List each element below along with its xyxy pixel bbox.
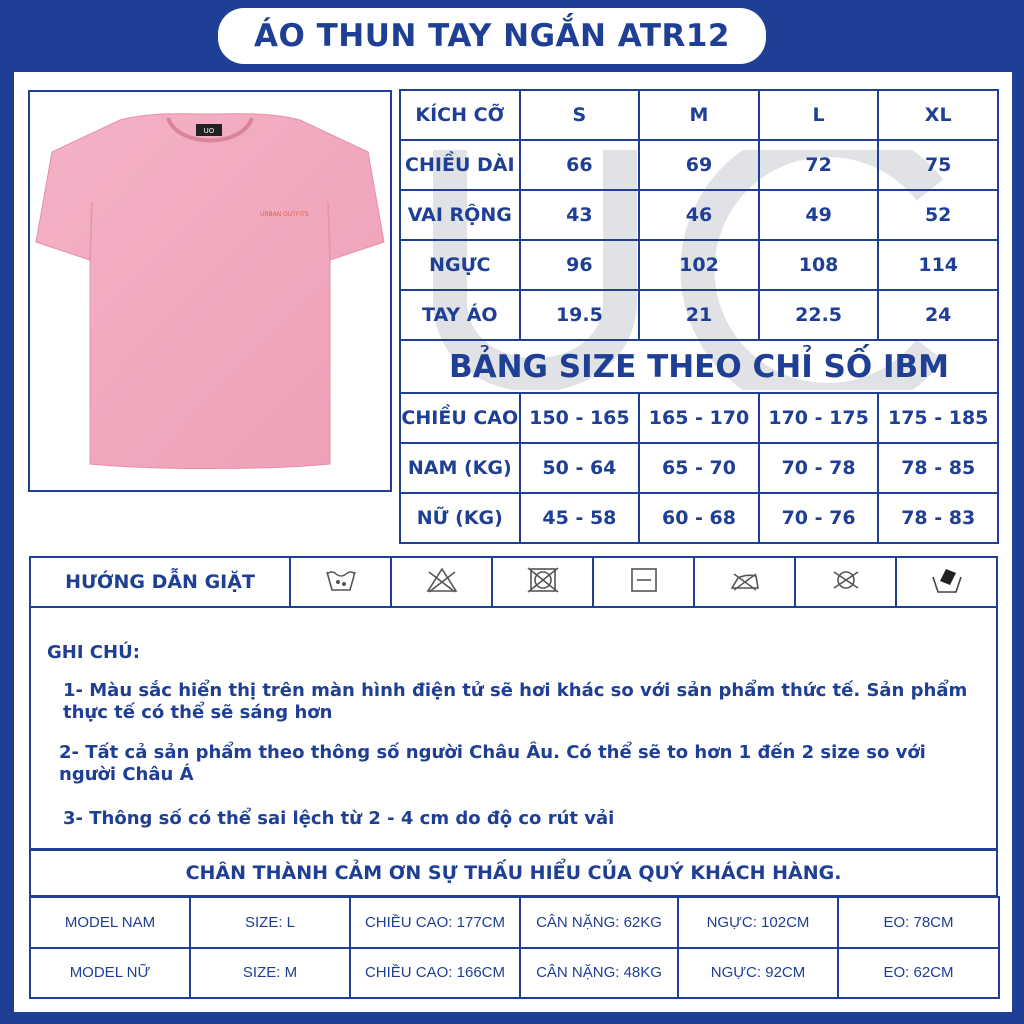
table-row — [400, 443, 998, 493]
no-tumble-dry-icon — [492, 557, 593, 607]
row-label: VAI RỘNG — [400, 190, 520, 240]
note-item: 1- Màu sắc hiển thị trên màn hình điện tử sẽ hơi khác so với sản phẩm thức tế. Sản phẩm thực tế có thể sẽ sáng hơn — [63, 680, 968, 723]
table-cell: 150 - 165 — [520, 393, 640, 443]
table-cell: 60 - 68 — [639, 493, 759, 543]
table-cell: 21 — [639, 290, 759, 340]
table-cell: 170 - 175 — [759, 393, 879, 443]
product-image — [28, 90, 392, 492]
model-size: SIZE: L — [190, 897, 350, 948]
table-cell: 69 — [639, 140, 759, 190]
table-row — [30, 948, 999, 999]
model-height: CHIỀU CAO: 166CM — [350, 948, 520, 999]
notes-section — [29, 606, 998, 850]
ibm-title-row — [400, 340, 998, 393]
neck-label: UO — [203, 127, 215, 135]
title-banner — [218, 8, 766, 64]
size-l: L — [759, 90, 879, 140]
no-bleach-icon — [391, 557, 492, 607]
row-label: CHIỀU CAO — [400, 393, 520, 443]
size-table — [399, 89, 999, 544]
note-item: 3- Thông số có thể sai lệch từ 2 - 4 cm do độ co rút vải — [63, 808, 615, 829]
notes-title: GHI CHÚ: — [47, 642, 140, 663]
size-header-label: KÍCH CỠ — [400, 90, 520, 140]
row-label: NỮ (KG) — [400, 493, 520, 543]
table-cell: 72 — [759, 140, 879, 190]
wash-30-icon — [290, 557, 391, 607]
wash-guide — [29, 556, 998, 608]
table-cell: 24 — [878, 290, 998, 340]
hand-wash-icon — [896, 557, 997, 607]
chest-print: URBAN OUTFITS — [260, 211, 309, 218]
model-chest: NGỰC: 92CM — [678, 948, 838, 999]
model-chest: NGỰC: 102CM — [678, 897, 838, 948]
table-cell: 78 - 85 — [878, 443, 998, 493]
model-size: SIZE: M — [190, 948, 350, 999]
table-cell: 65 - 70 — [639, 443, 759, 493]
model-label: MODEL NAM — [30, 897, 190, 948]
no-dry-clean-icon — [795, 557, 896, 607]
table-cell: 43 — [520, 190, 640, 240]
table-row — [400, 290, 998, 340]
table-cell: 49 — [759, 190, 879, 240]
row-label: TAY ÁO — [400, 290, 520, 340]
table-row — [400, 393, 998, 443]
table-cell: 19.5 — [520, 290, 640, 340]
table-row — [400, 240, 998, 290]
table-cell: 102 — [639, 240, 759, 290]
table-cell: 96 — [520, 240, 640, 290]
table-cell: 75 — [878, 140, 998, 190]
model-weight: CÂN NẶNG: 62KG — [520, 897, 678, 948]
model-waist: EO: 62CM — [838, 948, 999, 999]
table-cell: 66 — [520, 140, 640, 190]
table-cell: 45 - 58 — [520, 493, 640, 543]
tshirt-illustration — [30, 92, 390, 490]
table-cell: 46 — [639, 190, 759, 240]
dry-flat-icon — [593, 557, 694, 607]
table-row — [400, 493, 998, 543]
note-item: 2- Tất cả sản phẩm theo thông số người Châu Âu. Có thể sẽ to hơn 1 đến 2 size so với người Châu Á — [59, 742, 926, 785]
model-height: CHIỀU CAO: 177CM — [350, 897, 520, 948]
thanks-message: CHÂN THÀNH CẢM ƠN SỰ THẤU HIỂU CỦA QUÝ KHÁCH HÀNG. — [29, 849, 998, 897]
row-label: NAM (KG) — [400, 443, 520, 493]
size-header-row — [400, 90, 998, 140]
table-cell: 165 - 170 — [639, 393, 759, 443]
size-m: M — [639, 90, 759, 140]
table-row — [400, 140, 998, 190]
page-title: ÁO THUN TAY NGẮN ATR12 — [254, 18, 730, 54]
table-cell: 114 — [878, 240, 998, 290]
row-label: NGỰC — [400, 240, 520, 290]
table-cell: 52 — [878, 190, 998, 240]
model-table — [29, 896, 1000, 999]
table-cell: 175 - 185 — [878, 393, 998, 443]
table-row — [30, 897, 999, 948]
model-weight: CÂN NẶNG: 48KG — [520, 948, 678, 999]
table-cell: 22.5 — [759, 290, 879, 340]
model-waist: EO: 78CM — [838, 897, 999, 948]
wash-guide-label: HƯỚNG DẪN GIẶT — [30, 557, 290, 607]
table-cell: 78 - 83 — [878, 493, 998, 543]
size-s: S — [520, 90, 640, 140]
ibm-title: BẢNG SIZE THEO CHỈ SỐ IBM — [400, 340, 998, 393]
size-xl: XL — [878, 90, 998, 140]
iron-low-icon — [694, 557, 795, 607]
table-cell: 70 - 76 — [759, 493, 879, 543]
table-cell: 108 — [759, 240, 879, 290]
model-label: MODEL NỮ — [30, 948, 190, 999]
table-cell: 70 - 78 — [759, 443, 879, 493]
row-label: CHIỀU DÀI — [400, 140, 520, 190]
table-cell: 50 - 64 — [520, 443, 640, 493]
table-row — [400, 190, 998, 240]
